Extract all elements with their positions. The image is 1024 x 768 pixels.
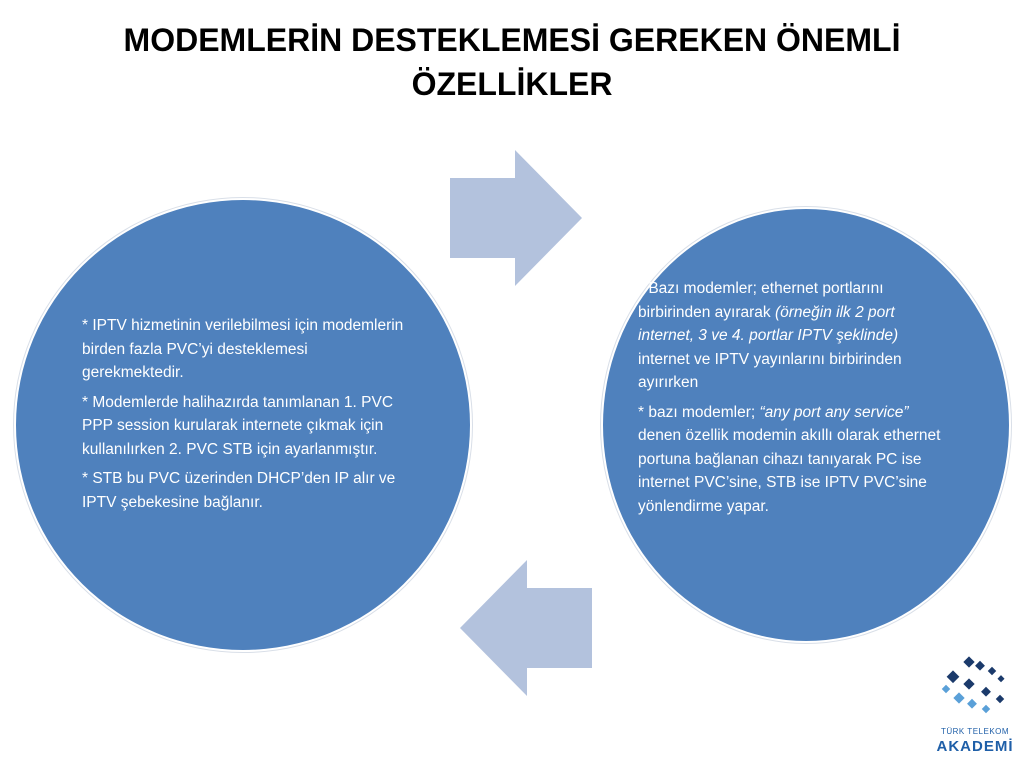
left-paragraph-2: * Modemlerde halihazırda tanımlanan 1. PVC PPP session kurularak internete çıkmak için kullanılırken 2. PVC STB için ayarlanmıştır. (82, 393, 394, 458)
logo-square (963, 656, 974, 667)
right-paragraph-2 (638, 401, 948, 519)
logo-square (981, 687, 991, 697)
logo-square (947, 670, 960, 683)
slide-title-line2: ÖZELLİKLER (411, 66, 613, 102)
arrow-left-shape (460, 560, 592, 696)
right-p2-text-a: * bazı modemler; (638, 403, 760, 421)
arrow-right-polygon (450, 150, 582, 286)
logo-square (953, 692, 964, 703)
logo-square (982, 705, 990, 713)
logo-text-line2: AKADEMİ (936, 738, 1014, 755)
arrow-left-polygon (460, 560, 592, 696)
logo-square (963, 678, 974, 689)
logo-square (967, 699, 977, 709)
right-p1-text-b: internet ve IPTV yayınlarını birbirinden ayırırken (638, 350, 902, 391)
logo-square (942, 685, 950, 693)
left-circle-text (82, 314, 412, 520)
left-paragraph-3: * STB bu PVC üzerinden DHCP’den IP alır ve IPTV şebekesine bağlanır. (82, 470, 396, 511)
left-paragraph-1: * IPTV hizmetinin verilebilmesi için modemlerin birden fazla PVC’yi desteklemesi gerekmektedir. (82, 317, 404, 381)
right-paragraph-1 (638, 277, 948, 395)
right-p2-text-b: denen özellik modemin akıllı olarak ethernet portuna bağlanan cihazı tanıyarak PC ise internet PVC’sine, STB ise IPTV PVC’sine yönlendirme yapar. (638, 427, 941, 515)
logo-square (996, 695, 1004, 703)
logo-square (997, 675, 1004, 682)
right-circle-text (638, 277, 948, 524)
logo-square (975, 661, 985, 671)
arrow-right-shape (450, 150, 582, 286)
right-p2-italic: “any port any service” (759, 403, 909, 421)
right-p1-italic: (örneğin ilk 2 port internet, 3 ve 4. portlar IPTV şeklinde) (638, 303, 899, 344)
logo-text-line1: TÜRK TELEKOM (940, 727, 1010, 736)
slide-title (60, 18, 964, 106)
logo-square (988, 667, 996, 675)
slide-title-line1: MODEMLERİN DESTEKLEMESİ GEREKEN ÖNEMLİ (123, 22, 901, 58)
right-p1-text-a: * Bazı modemler; ethernet portlarını birbirinden ayırarak (638, 280, 884, 321)
